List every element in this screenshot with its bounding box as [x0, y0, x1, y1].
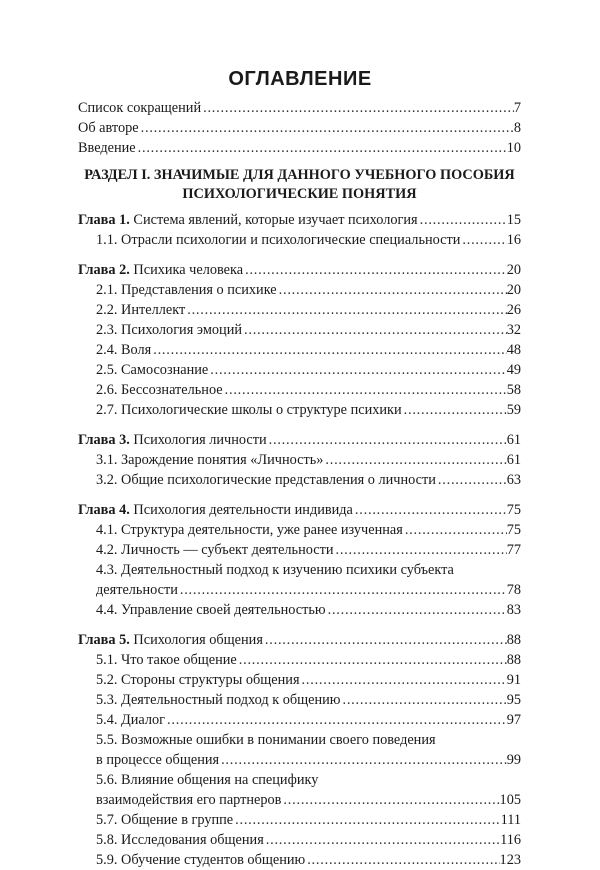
toc-entry[interactable]: Введение . . . 10 — [78, 138, 521, 158]
toc-entry[interactable]: 2.6. Бессознательное . . . 58 — [78, 380, 521, 400]
toc-entry[interactable]: Об авторе . . . 8 — [78, 118, 521, 138]
toc-entry[interactable]: 5.9. Обучение студентов общению . . . 123 — [78, 850, 521, 870]
toc-entry-line[interactable]: 5.6. Влияние общения на специфику — [96, 772, 319, 788]
toc-entry[interactable]: 5.4. Диалог . . . 97 — [78, 710, 521, 730]
toc-entry-line[interactable]: 5.5. Возможные ошибки в понимании своего поведения — [96, 732, 436, 748]
toc-entry[interactable]: 2.7. Психологические школы о структуре психики . . . 59 — [78, 400, 521, 420]
toc-chapter[interactable]: Глава 4. Психология деятельности индивида . . . 75 — [78, 500, 521, 520]
toc-entry[interactable]: Список сокращений . . . 7 — [78, 98, 521, 118]
toc-entry-line[interactable]: 4.3. Деятельностный подход к изучению психики субъекта — [96, 562, 454, 578]
toc-entry[interactable]: 5.1. Что такое общение . . . 88 — [78, 650, 521, 670]
toc-entry[interactable]: 4.4. Управление своей деятельностью . . . 83 — [78, 600, 521, 620]
table-of-contents — [78, 98, 521, 870]
toc-entry[interactable]: 2.1. Представления о психике . . . 20 — [78, 280, 521, 300]
toc-entry[interactable]: 5.8. Исследования общения . . . 116 — [78, 830, 521, 850]
toc-chapter[interactable]: Глава 1. Система явлений, которые изучает психология . . . 15 — [78, 210, 521, 230]
toc-chapter[interactable]: Глава 5. Психология общения . . . 88 — [78, 630, 521, 650]
toc-entry[interactable]: 2.3. Психология эмоций . . . 32 — [78, 320, 521, 340]
toc-entry[interactable]: 2.4. Воля . . . 48 — [78, 340, 521, 360]
page-title: ОГЛАВЛЕНИЕ — [228, 68, 372, 90]
toc-entry[interactable]: деятельности . . . 78 — [78, 580, 521, 600]
toc-entry[interactable]: 3.1. Зарождение понятия «Личность» . . . 61 — [78, 450, 521, 470]
toc-entry[interactable]: 1.1. Отрасли психологии и психологические специальности . . . 16 — [78, 230, 521, 250]
toc-entry[interactable]: 4.2. Личность — субъект деятельности . . . 77 — [78, 540, 521, 560]
toc-entry[interactable]: 3.2. Общие психологические представления о личности . . . 63 — [78, 470, 521, 490]
toc-entry[interactable]: в процессе общения . . . 99 — [78, 750, 521, 770]
toc-entry[interactable]: 5.3. Деятельностный подход к общению . . . 95 — [78, 690, 521, 710]
toc-entry[interactable]: 2.5. Самосознание . . . 49 — [78, 360, 521, 380]
toc-entry[interactable]: 4.1. Структура деятельности, уже ранее изученная . . . 75 — [78, 520, 521, 540]
toc-entry[interactable]: взаимодействия его партнеров . . . 105 — [78, 790, 521, 810]
toc-entry[interactable]: 5.2. Стороны структуры общения . . . 91 — [78, 670, 521, 690]
toc-entry[interactable]: 2.2. Интеллект . . . 26 — [78, 300, 521, 320]
toc-chapter[interactable]: Глава 2. Психика человека . . . 20 — [78, 260, 521, 280]
section-heading: РАЗДЕЛ I. ЗНАЧИМЫЕ ДЛЯ ДАННОГО УЧЕБНОГО ПОСОБИЯ ПСИХОЛОГИЧЕСКИЕ ПОНЯТИЯ — [84, 167, 515, 202]
toc-chapter[interactable]: Глава 3. Психология личности . . . 61 — [78, 430, 521, 450]
toc-entry[interactable]: 5.7. Общение в группе . . . 111 — [78, 810, 521, 830]
